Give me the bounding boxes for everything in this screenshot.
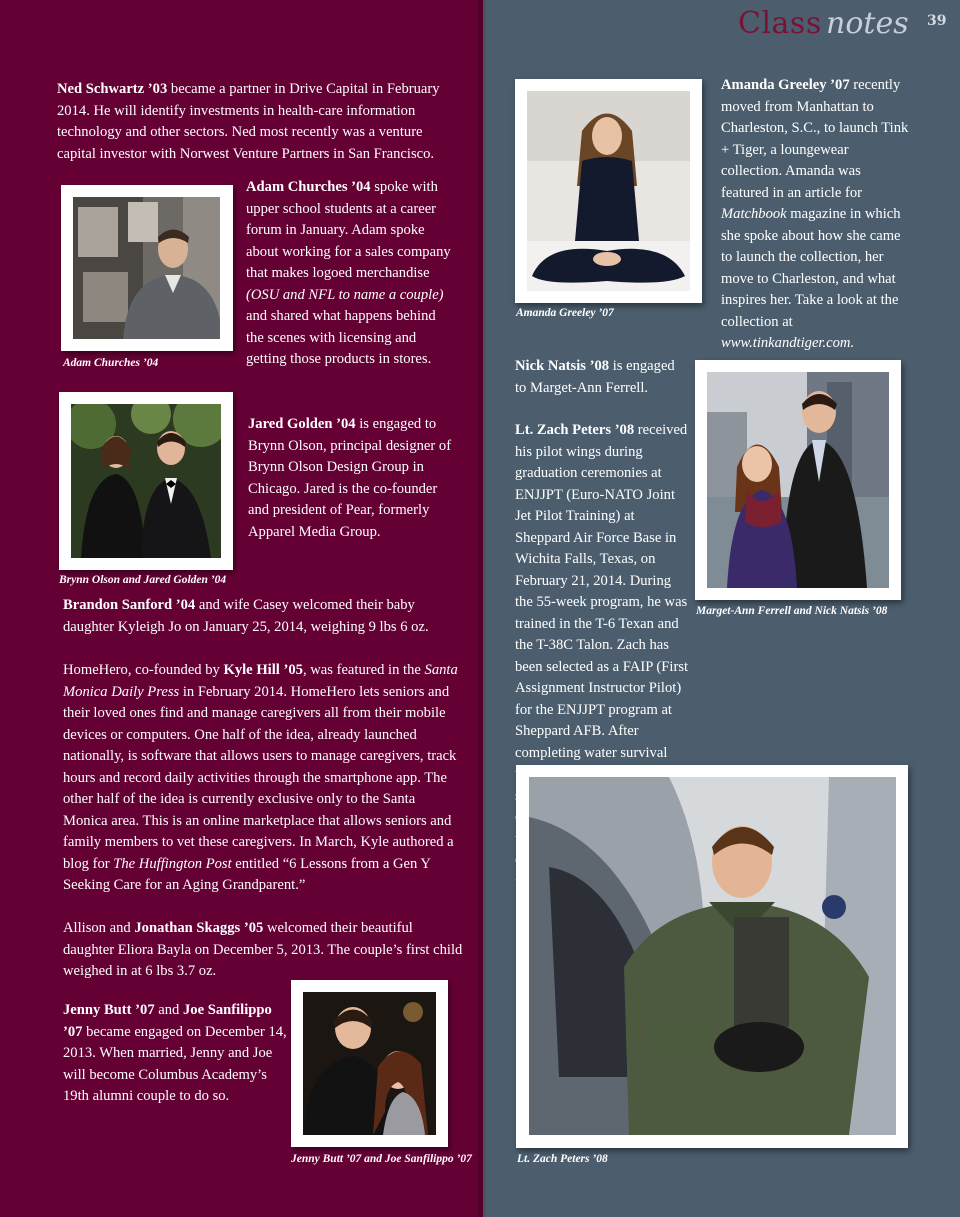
entry-name: Kyle Hill ’05 <box>223 662 303 678</box>
entry-name: Jared Golden ’04 <box>248 416 356 432</box>
entry-kyle-hill <box>63 660 463 897</box>
entry-jenny-butt-joe-sanfilippo <box>63 1000 291 1108</box>
entry-jonathan-skaggs <box>63 918 463 983</box>
page-number: 39 <box>927 13 947 29</box>
entry-text: entitled “6 Lessons from a Gen Y Seeking Care for an Aging Grandparent.” <box>63 855 431 893</box>
entry-text: became engaged on December 14, 2013. When married, Jenny and Joe will become Columbus Academy’s 19th alumni couple to do so. <box>63 1023 287 1104</box>
entry-text: in February 2014. HomeHero lets seniors and their loved ones find and manage caregivers all from their mobile devices or computers. One half of the idea, already launched nationally, is software that allows users to manage caregivers, track hours and record daily activities through the smartphone app. The other half of the idea is currently exclusive only to the Santa Monica area. This is an online marketplace that allows seniors and family members to vet these caregivers. In March, Kyle authored a blog for <box>63 683 457 872</box>
publication-title: Santa Monica Daily Press <box>63 662 458 700</box>
photo-lt-zach-peters <box>529 777 896 1135</box>
panel-divider <box>478 0 488 1217</box>
caption-nick-marget: Marget-Ann Ferrell and Nick Natsis ’08 <box>696 605 888 617</box>
class-notes-masthead <box>738 4 958 44</box>
entry-text: and shared what happens behind the scenes with licensing and getting those products in stores. <box>246 308 436 367</box>
photo-adam-churches <box>73 197 220 339</box>
entry-text: received his pilot wings during graduation ceremonies at ENJJPT (Euro-NATO Joint Jet Pilot Training) at Sheppard Air Force Base in Wichita Falls, Texas, on February 21, 2014. During the 55-week program, he was trained in the T-6 Texan and the T-38C Talon. Zach has been selected as a FAIP (First Assignment Instructor Pilot) for the ENJJPT program at Sheppard AFB. After completing water survival <box>515 422 689 761</box>
caption-jenny-joe: Jenny Butt ’07 and Joe Sanfilippo ’07 <box>291 1153 472 1165</box>
entry-text: Allison and <box>63 920 135 936</box>
entry-text: HomeHero, co-founded by <box>63 662 224 678</box>
entry-amanda-greeley <box>721 75 911 355</box>
entry-name: Jonathan Skaggs ’05 <box>134 920 264 936</box>
masthead-notes-word: notes <box>826 6 909 41</box>
publication-title: Matchbook <box>721 206 787 222</box>
caption-brynn-jared: Brynn Olson and Jared Golden ’04 <box>59 574 227 586</box>
entry-text: spoke with upper school students at a career forum in January. Adam spoke about working for a sales company that makes logoed merchandise <box>246 179 451 281</box>
website-link[interactable]: www.tinkandtiger.com. <box>721 335 855 351</box>
entry-name: Lt. Zach Peters ’08 <box>515 422 635 438</box>
entry-text: became a partner in Drive Capital in February 2014. He will identify investments in health-care information technology and other sectors. Ned most recently was a venture capital investor with Norwest Venture Partners in San Francisco. <box>57 81 440 162</box>
entry-adam-churches <box>246 177 456 371</box>
entry-nick-natsis <box>515 356 685 399</box>
entry-text: welcomed their beautiful daughter Eliora Bayla on December 5, 2013. The couple’s first child weighed in at 6 lbs 3.7 oz. <box>63 920 463 979</box>
masthead-class-word: Class <box>738 6 822 41</box>
entry-text: magazine in which she spoke about how she came to launch the collection, her move to Charleston, and what inspires her. Take a look at the collection at <box>721 206 901 330</box>
entry-name: Nick Natsis ’08 <box>515 358 610 374</box>
entry-text: is engaged to Marget-Ann Ferrell. <box>515 358 675 396</box>
entry-text: is engaged to Brynn Olson, principal designer of Brynn Olson Design Group in Chicago. Jared is the co-founder and president of Pear, formerly Apparel Media Group. <box>248 416 452 540</box>
caption-zach: Lt. Zach Peters ’08 <box>517 1153 608 1165</box>
entry-text: and <box>154 1002 183 1018</box>
entry-name: Amanda Greeley ’07 <box>721 77 850 93</box>
photo-marget-ann-ferrell-nick-natsis <box>707 372 889 588</box>
entry-text: , was featured in the <box>302 662 425 678</box>
caption-amanda: Amanda Greeley ’07 <box>516 307 614 319</box>
entry-ned-schwartz <box>57 79 457 165</box>
entry-text: and wife Casey welcomed their baby daughter Kyleigh Jo on January 25, 2014, weighing 9 lbs 6 oz. <box>63 597 429 635</box>
entry-name: Ned Schwartz ’03 <box>57 81 168 97</box>
photo-jenny-butt-joe-sanfilippo <box>303 992 436 1135</box>
photo-brynn-olson-jared-golden <box>71 404 221 558</box>
publication-title: The Huffington Post <box>113 855 232 872</box>
entry-name: Adam Churches ’04 <box>246 179 371 195</box>
caption-adam: Adam Churches ’04 <box>63 357 159 369</box>
entry-name: Joe Sanfilippo ’07 <box>63 1002 272 1040</box>
photo-amanda-greeley <box>527 91 690 291</box>
entry-brandon-sanford <box>63 595 463 638</box>
entry-name: Jenny Butt ’07 <box>63 1002 155 1018</box>
entry-jared-golden <box>248 414 456 543</box>
entry-italic: (OSU and NFL to name a couple) <box>246 286 444 303</box>
entry-text: recently moved from Manhattan to Charleston, S.C., to launch Tink + Tiger, a loungewear collection. Amanda was featured in an article for <box>721 77 909 201</box>
entry-name: Brandon Sanford ’04 <box>63 597 196 613</box>
